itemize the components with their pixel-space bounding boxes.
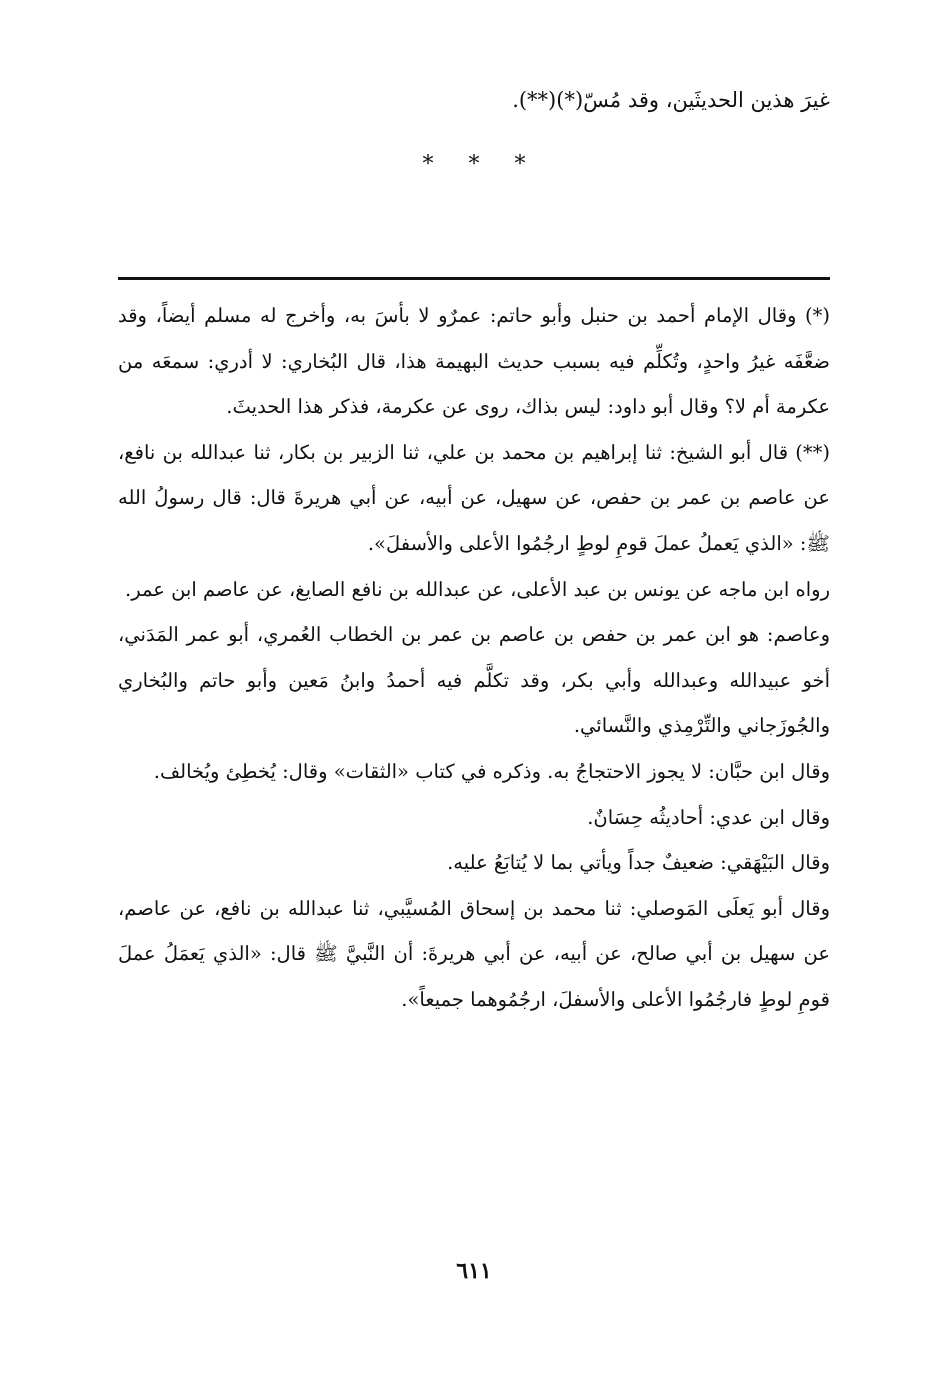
footnote-paragraph-ibn-hibban: وقال ابن حبَّان: لا يجوز الاحتجاجُ به. وذكره في كتاب «الثقات» وقال: يُخطِئ ويُخالف. [153,759,830,783]
footnote-paragraph-ibn-adi: وقال ابن عدي: أحاديثُه حِسَانٌ. [587,805,830,829]
footnote-rule [118,277,830,280]
footnotes-section [118,293,830,1023]
page-number: ٦١١ [456,1258,492,1284]
section-separator: * * * [422,152,540,177]
footnote-1: (*) وقال الإمام أحمد بن حنبل وأبو حاتم: عمرٌو لا بأسَ به، وأخرج له مسلم أيضاً، وقد ضعَّفَه غيرُ واحدٍ، وتُكلِّم فيه بسبب حديث البهيمة هذا، قال البُخاري: لا أدري: سمعَه من عكرمة أم لا؟ وقال أبو داود: ليس بذاك، روى عن عكرمة، فذكر هذا الحديثَ. [118,304,830,419]
footnote-paragraph-asim: وعاصم: هو ابن عمر بن حفص بن عاصم بن عمر بن الخطاب العُمري، أبو عمر المَدَني، أخو عبيدالله وعبدالله وأبي بكر، وقد تكلَّم فيه أحمدُ وابنُ مَعين وأبو حاتم والبُخاري والجُوزَجاني والتِّرْمِذي والنَّسائي. [118,623,830,738]
footnote-paragraph-bayhaqi: وقال البَيْهَقي: ضعيفٌ جداً ويأتي بما لا يُتابَعُ عليه. [447,851,830,875]
footnote-paragraph-ibn-majah: رواه ابن ماجه عن يونس بن عبد الأعلى، عن عبدالله بن نافع الصايغ، عن عاصم ابن عمر. [125,577,830,601]
footnote-2: (**) قال أبو الشيخ: ثنا إبراهيم بن محمد بن علي، ثنا الزبير بن بكار، ثنا عبدالله بن نافع، عن عاصم بن عمر بن حفص، عن سهيل، عن أبيه، عن أبي هريرةَ قال: قال رسولُ الله ﷺ: «الذي يَعملُ عملَ قومِ لوطٍ ارجُمُوا الأعلى والأسفلَ». [118,440,830,555]
footnote-paragraph-abu-yala: وقال أبو يَعلَى المَوصلي: ثنا محمد بن إسحاق المُسيَّبي، ثنا عبدالله بن نافع، عن عاصم، عن سهيل بن أبي صالح، عن أبيه، عن أبي هريرةَ: أن النَّبيَّ ﷺ قال: «الذي يَعمَلُ عملَ قومِ لوطٍ فارجُمُوا الأعلى والأسفلَ، ارجُمُوهما جميعاً». [118,896,830,1011]
main-text-line: غيرَ هذين الحديثَين، وقد مُسّ(*)(**). [512,88,830,112]
